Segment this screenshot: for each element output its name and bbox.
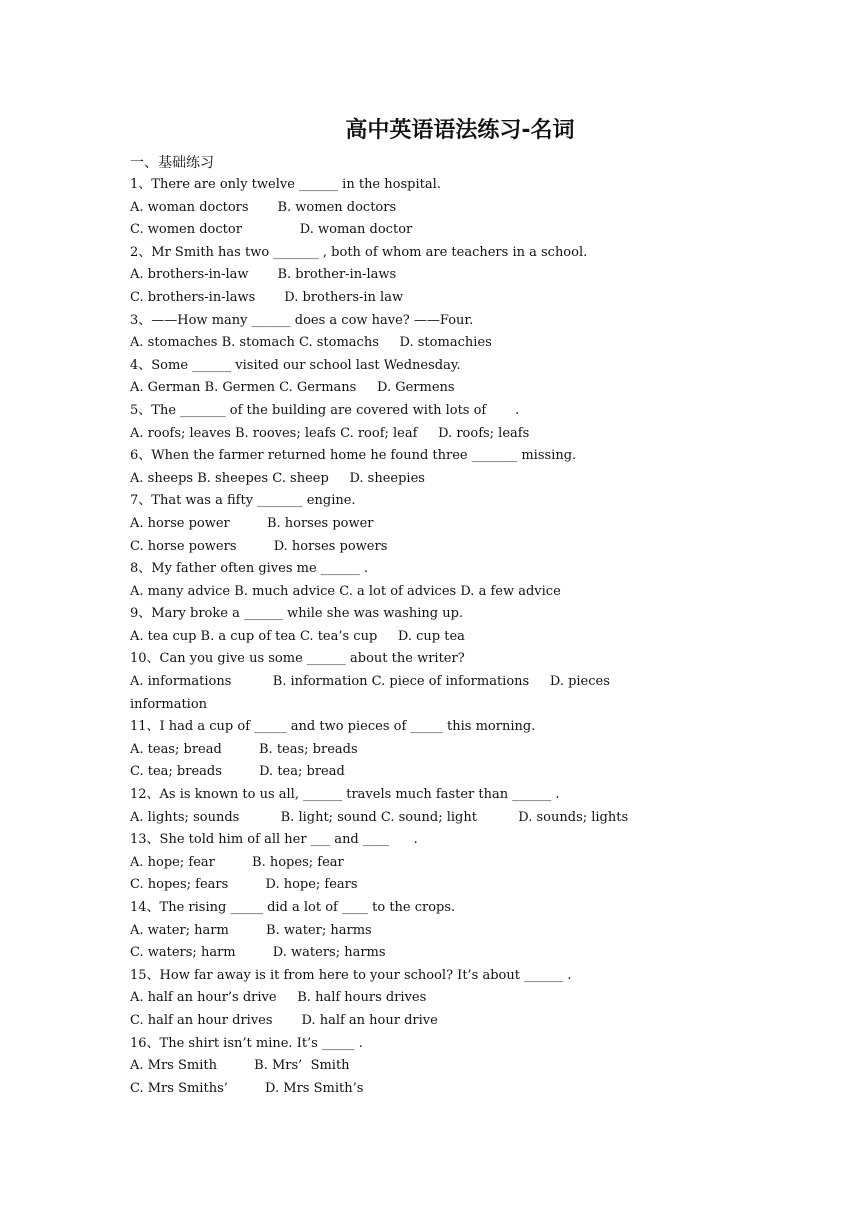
exercise-line: 3、——How many ______ does a cow have? ——Four. <box>130 312 474 328</box>
answer-options: A. Mrs Smith B. Mrs’ Smith <box>130 1058 350 1074</box>
answer-options: A. horse power B. horses power <box>130 515 374 531</box>
answer-options: A. water; harm B. water; harms <box>130 922 372 938</box>
answer-options: C. women doctor D. woman doctor <box>130 222 413 238</box>
exercise-line: 14、The rising _____ did a lot of ____ to the crops. <box>130 900 456 915</box>
answer-options: A. roofs; leaves B. rooves; leafs C. roof; leaf D. roofs; leafs <box>130 425 530 441</box>
exercise-line: 12、As is known to us all, ______ travels much faster than ______ . <box>130 787 560 803</box>
answer-options: A. woman doctors B. women doctors <box>130 199 397 215</box>
answer-options: A. half an hour’s drive B. half hours drives <box>130 990 427 1006</box>
exercise-line: 7、That was a fifty _______ engine. <box>130 493 356 509</box>
exercise-line: 5、The _______ of the building are covered with lots of . <box>130 402 520 418</box>
exercise-line: 2、Mr Smith has two _______ , both of whom are teachers in a school. <box>130 244 588 260</box>
exercise-line: 10、Can you give us some ______ about the writer? <box>130 651 465 667</box>
answer-options: C. tea; breads D. tea; bread <box>130 764 345 780</box>
exercise-line: 13、She told him of all her ___ and ____ . <box>130 832 418 848</box>
answer-options: C. waters; harm D. waters; harms <box>130 945 386 961</box>
exercise-list <box>130 174 735 1100</box>
exercise-line: 9、Mary broke a ______ while she was washing up. <box>130 606 464 622</box>
answer-options: C. Mrs Smiths’ D. Mrs Smith’s <box>130 1080 364 1096</box>
exercise-line: 6、When the farmer returned home he found three _______ missing. <box>130 448 577 464</box>
answer-options: A. German B. Germen C. Germans D. Germens <box>130 380 455 396</box>
exercise-line: 8、My father often gives me ______ . <box>130 561 369 577</box>
answer-options: A. hope; fear B. hopes; fear <box>130 854 344 870</box>
answer-options: A. informations B. information C. piece of informations D. pieces <box>130 674 610 690</box>
answer-options: C. horse powers D. horses powers <box>130 538 388 554</box>
exercise-line: 15、How far away is it from here to your school? It’s about ______ . <box>130 967 572 983</box>
answer-options: A. brothers-in-law B. brother-in-laws <box>130 267 397 283</box>
answer-options: A. sheeps B. sheepes C. sheep D. sheepies <box>130 470 425 486</box>
section-heading: 一、基础练习 <box>130 155 214 171</box>
exercise-line: information <box>130 696 208 712</box>
answer-options: C. brothers-in-laws D. brothers-in law <box>130 289 404 305</box>
answer-options: A. lights; sounds B. light; sound C. sound; light D. sounds; lights <box>130 809 629 825</box>
answer-options: C. half an hour drives D. half an hour drive <box>130 1012 438 1028</box>
exercise-line: 1、There are only twelve ______ in the hospital. <box>130 177 441 192</box>
answer-options: A. stomaches B. stomach C. stomachs D. stomachies <box>130 335 492 351</box>
answer-options: A. teas; bread B. teas; breads <box>130 741 358 757</box>
exercise-line: 11、I had a cup of _____ and two pieces of _____ this morning. <box>130 719 536 735</box>
answer-options: A. many advice B. much advice C. a lot of advices D. a few advice <box>130 583 561 599</box>
answer-options: A. tea cup B. a cup of tea C. tea’s cup D. cup tea <box>130 628 465 644</box>
page-title: 高中英语语法练习-名词 <box>345 118 575 143</box>
answer-options: C. hopes; fears D. hope; fears <box>130 877 358 893</box>
exercise-line: 16、The shirt isn’t mine. It’s _____ . <box>130 1035 363 1051</box>
exercise-line: 4、Some ______ visited our school last Wednesday. <box>130 357 461 373</box>
